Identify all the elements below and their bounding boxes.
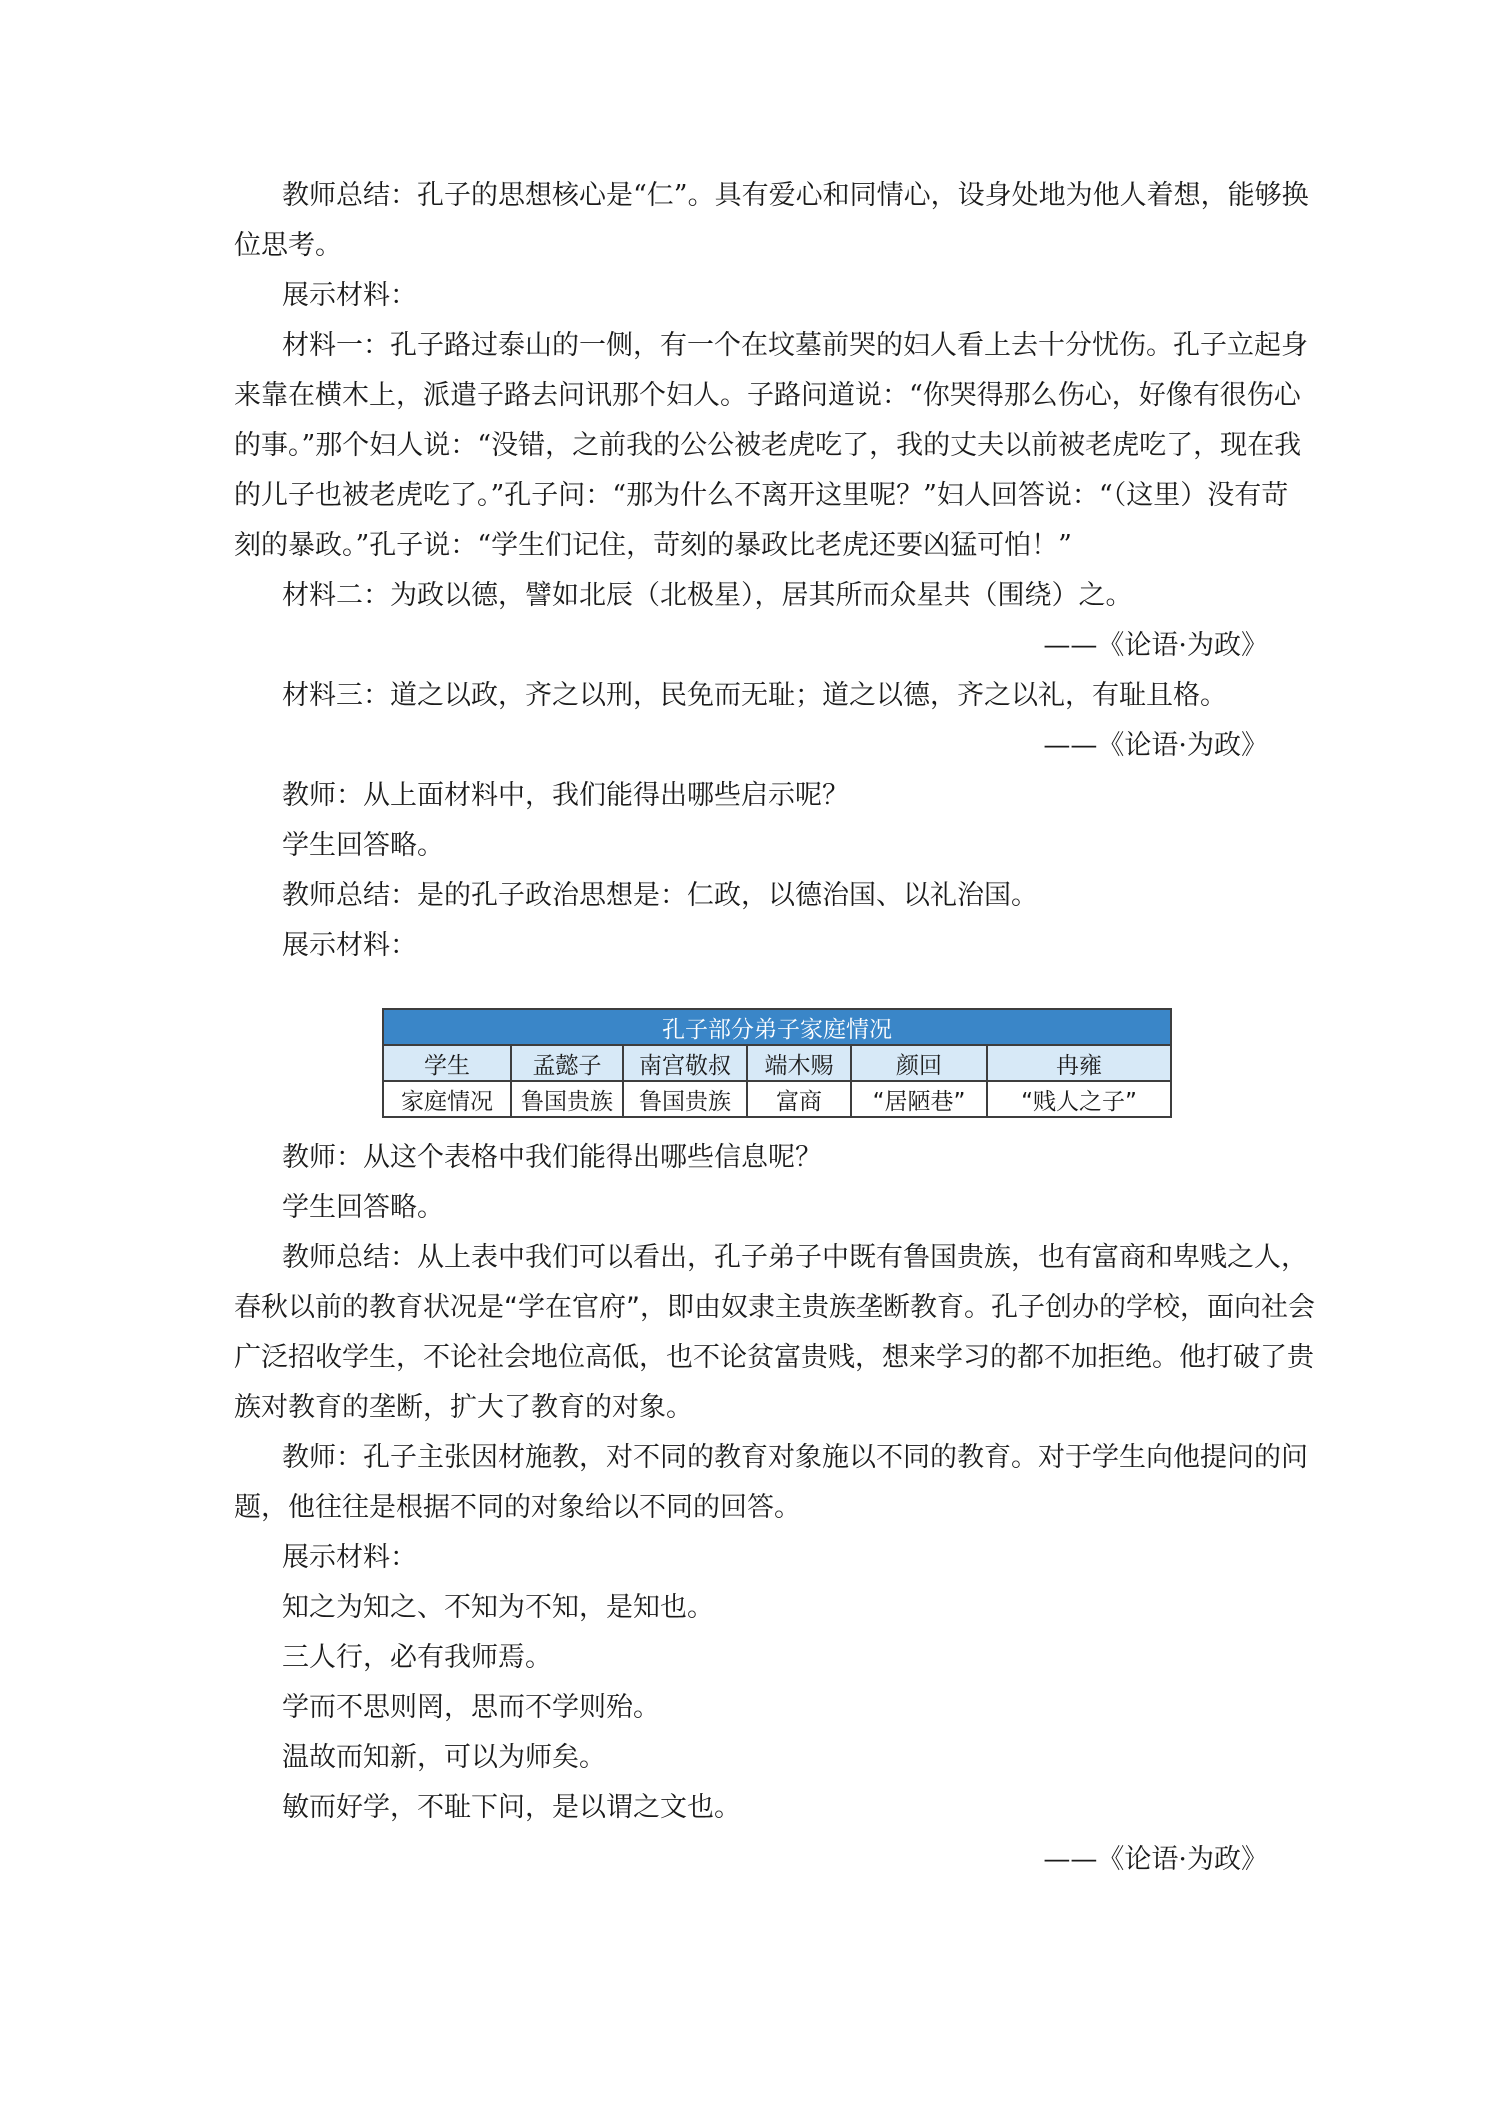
classic-quote-2: 三人行，必有我师焉。	[282, 1642, 552, 1673]
classic-quote-4: 温故而知新，可以为师矣。	[282, 1742, 606, 1773]
material-1-line-1: 材料一：孔子路过泰山的一侧，有一个在坟墓前哭的妇人看上去十分忧伤。孔子立起身	[282, 330, 1308, 361]
source-citation-3: ——《论语·为政》	[1043, 1844, 1268, 1875]
table-cell: 孟懿子	[511, 1045, 623, 1081]
table-cell: 颜回	[851, 1045, 987, 1081]
teacher-summary-2: 教师总结：是的孔子政治思想是：仁政，以德治国、以礼治国。	[282, 880, 1038, 911]
table-cell: 家庭情况	[383, 1081, 511, 1117]
teacher-summary-3-line-1: 教师总结：从上表中我们可以看出，孔子弟子中既有鲁国贵族，也有富商和卑贱之人，	[282, 1242, 1308, 1273]
table-cell: 端木赐	[747, 1045, 851, 1081]
material-3: 材料三：道之以政，齐之以刑，民免而无耻；道之以德，齐之以礼，有耻且格。	[282, 680, 1227, 711]
table-cell: 富商	[747, 1081, 851, 1117]
material-1-line-5: 刻的暴政。”孔子说：“学生们记住，苛刻的暴政比老虎还要凶猛可怕！”	[234, 530, 1072, 561]
table-row	[383, 1081, 1171, 1117]
show-material-label-2: 展示材料：	[282, 930, 417, 961]
student-answer-2: 学生回答略。	[282, 1192, 444, 1223]
material-2: 材料二：为政以德，譬如北辰（北极星），居其所而众星共（围绕）之。	[282, 580, 1133, 611]
table-row	[383, 1045, 1171, 1081]
material-1-line-4: 的儿子也被老虎吃了。”孔子问：“那为什么不离开这里呢？”妇人回答说：“（这里）没有苛	[234, 480, 1289, 511]
table-cell: 南宫敬叔	[623, 1045, 747, 1081]
student-answer-1: 学生回答略。	[282, 830, 444, 861]
table-cell: 冉雍	[987, 1045, 1171, 1081]
teacher-teaching-line-2: 题，他往往是根据不同的对象给以不同的回答。	[234, 1492, 801, 1523]
teacher-summary-3-line-2: 春秋以前的教育状况是“学在官府”，即由奴隶主贵族垄断教育。孔子创办的学校，面向社会	[234, 1292, 1315, 1323]
material-1-line-2: 来靠在横木上，派遣子路去问讯那个妇人。子路问道说：“你哭得那么伤心，好像有很伤心	[234, 380, 1301, 411]
summary-paragraph-1-line-1: 教师总结：孔子的思想核心是“仁”。具有爱心和同情心，设身处地为他人着想，能够换	[282, 180, 1309, 211]
show-material-label-3: 展示材料：	[282, 1542, 417, 1573]
table-cell: 鲁国贵族	[511, 1081, 623, 1117]
table-cell: “居陋巷”	[851, 1081, 987, 1117]
source-citation-2: ——《论语·为政》	[1043, 730, 1268, 761]
teacher-teaching-line-1: 教师：孔子主张因材施教，对不同的教育对象施以不同的教育。对于学生向他提问的问	[282, 1442, 1308, 1473]
source-citation-1: ——《论语·为政》	[1043, 630, 1268, 661]
summary-paragraph-1-line-2: 位思考。	[234, 230, 342, 261]
show-material-label: 展示材料：	[282, 280, 417, 311]
classic-quote-3: 学而不思则罔，思而不学则殆。	[282, 1692, 660, 1723]
table-title: 孔子部分弟子家庭情况	[383, 1009, 1171, 1045]
table-cell: 学生	[383, 1045, 511, 1081]
table-cell: “贱人之子”	[987, 1081, 1171, 1117]
table-cell: 鲁国贵族	[623, 1081, 747, 1117]
material-1-line-3: 的事。”那个妇人说：“没错，之前我的公公被老虎吃了，我的丈夫以前被老虎吃了，现在我	[234, 430, 1302, 461]
teacher-summary-3-line-3: 广泛招收学生，不论社会地位高低，也不论贫富贵贱，想来学习的都不加拒绝。他打破了贵	[234, 1342, 1314, 1373]
classic-quote-5: 敏而好学，不耻下问，是以谓之文也。	[282, 1792, 741, 1823]
teacher-summary-3-line-4: 族对教育的垄断，扩大了教育的对象。	[234, 1392, 693, 1423]
teacher-question-1: 教师：从上面材料中，我们能得出哪些启示呢？	[282, 780, 849, 811]
teacher-question-2: 教师：从这个表格中我们能得出哪些信息呢？	[282, 1142, 822, 1173]
classic-quote-1: 知之为知之、不知为不知，是知也。	[282, 1592, 714, 1623]
disciples-family-table	[382, 1008, 1172, 1118]
